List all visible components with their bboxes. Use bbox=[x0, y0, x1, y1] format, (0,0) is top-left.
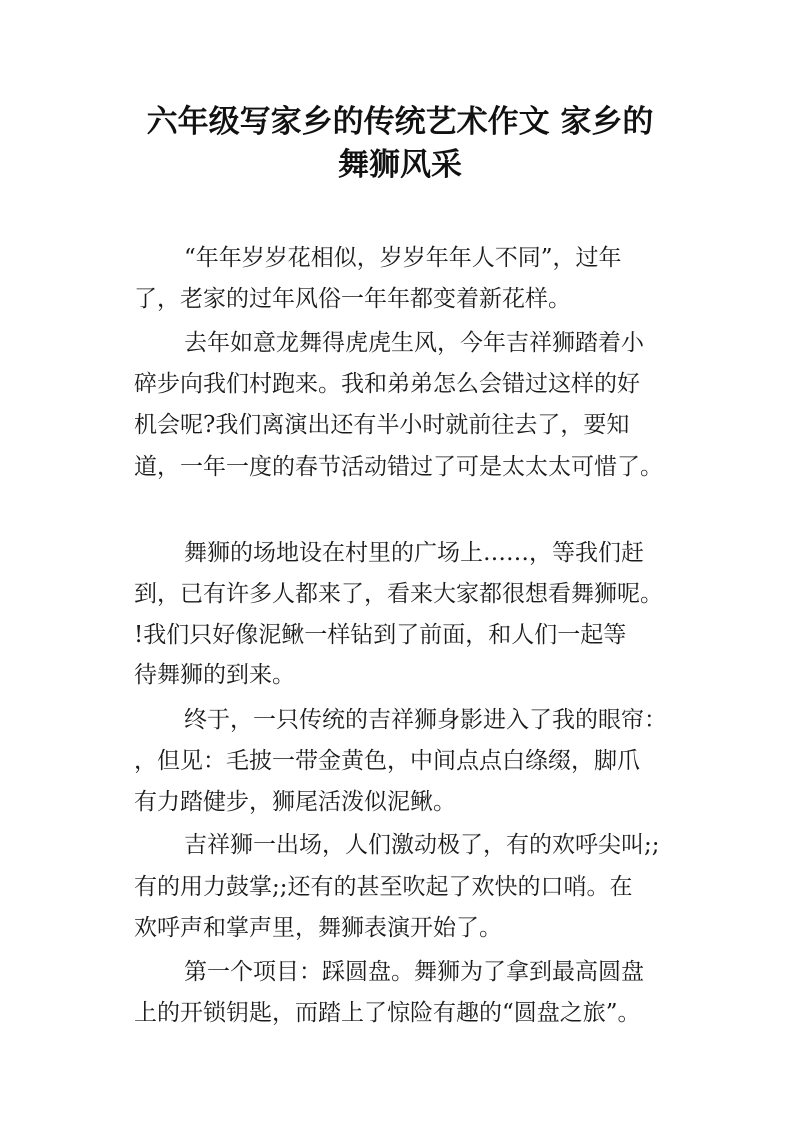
body-line: 了，老家的过年风俗一年年都变着新花样。 bbox=[134, 286, 571, 312]
body-line: ，但见：毛披一带金黄色，中间点点白绦缀，脚爪 bbox=[134, 748, 640, 774]
body-line: 有力踏健步，狮尾活泼似泥鳅。 bbox=[134, 789, 456, 815]
body-line: 吉祥狮一出场，人们激动极了，有的欢呼尖叫;; bbox=[184, 832, 660, 858]
body-line: 机会呢?我们离演出还有半小时就前往去了，要知 bbox=[134, 412, 630, 438]
body-line: “年年岁岁花相似，岁岁年年人不同”，过年 bbox=[184, 245, 622, 271]
body-line: 欢呼声和掌声里，舞狮表演开始了。 bbox=[134, 915, 502, 941]
body-line: 碎步向我们村跑来。我和弟弟怎么会错过这样的好 bbox=[134, 371, 640, 397]
body-line: 待舞狮的到来。 bbox=[134, 662, 295, 688]
body-line: 有的用力鼓掌;;还有的甚至吹起了欢快的口哨。在 bbox=[134, 874, 633, 900]
body-line: 上的开锁钥匙，而踏上了惊险有趣的“圆盘之旅”。 bbox=[134, 1000, 641, 1026]
document-title-line-2: 舞狮风采 bbox=[338, 147, 462, 183]
body-line: 舞狮的场地设在村里的广场上……，等我们赶 bbox=[184, 540, 644, 566]
body-line: 道，一年一度的春节活动错过了可是太太太可惜了。 bbox=[134, 454, 663, 480]
body-line: 到，已有许多人都来了，看来大家都很想看舞狮呢。 bbox=[134, 581, 663, 607]
body-line: 第一个项目：踩圆盘。舞狮为了拿到最高圆盘 bbox=[184, 959, 644, 985]
body-line: 去年如意龙舞得虎虎生风，今年吉祥狮踏着小 bbox=[184, 330, 644, 356]
document-title-line-1: 六年级写家乡的传统艺术作文 家乡的 bbox=[146, 104, 654, 140]
body-line: 终于，一只传统的吉祥狮身影进入了我的眼帘： bbox=[184, 707, 667, 733]
body-line: !我们只好像泥鳅一样钻到了前面，和人们一起等 bbox=[134, 622, 627, 648]
